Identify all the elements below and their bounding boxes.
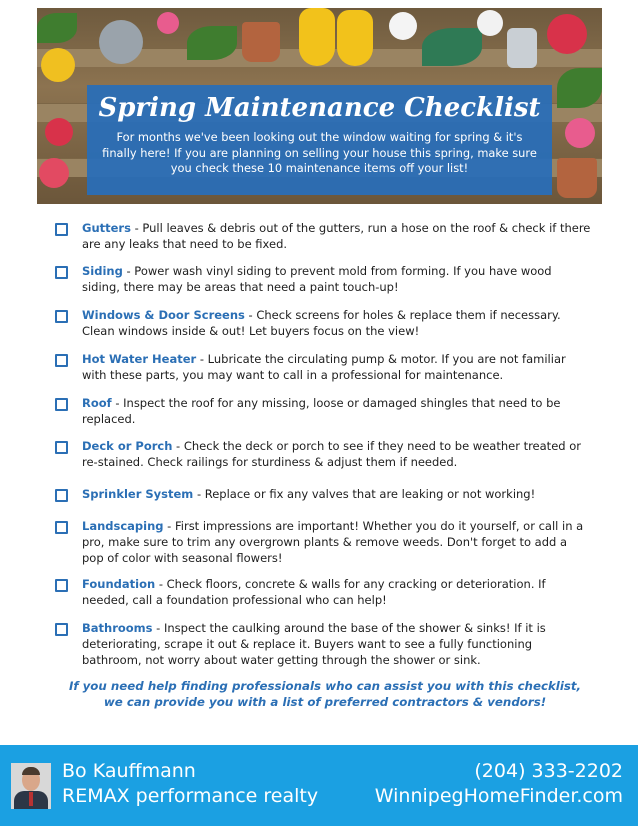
checkbox[interactable] bbox=[55, 623, 68, 636]
checklist-item-text: - Pull leaves & debris out of the gutters, run a hose on the roof & check if there are any leaks that need to be fixed. bbox=[82, 221, 591, 251]
checklist-item-text: - First impressions are important! Whether you do it yourself, or call in a pro, make sure to trim any overgrown plants & remove weeds. Don't forget to add a pop of color with seasonal flowers! bbox=[82, 519, 584, 565]
red-flower-icon bbox=[547, 14, 587, 54]
flyer-sheet bbox=[37, 8, 602, 743]
checklist-item-title: Gutters bbox=[82, 221, 131, 235]
red-flower-icon bbox=[45, 118, 73, 146]
checklist-item-title: Windows & Door Screens bbox=[82, 308, 245, 322]
checklist-item-text: - Inspect the caulking around the base of the shower & sinks! If it is deteriorating, scrape it out & replace it. Buyers want to see a fully functioning bathroom, not worry about water getting through the shower or sink. bbox=[82, 621, 546, 667]
checklist-item-title: Foundation bbox=[82, 577, 156, 591]
intro-text: For months we've been looking out the window waiting for spring & it's finally here! If you are planning on selling your house this spring, make sure you check these 10 maintenance items off your list! bbox=[102, 130, 537, 175]
checklist-item-title: Roof bbox=[82, 396, 112, 410]
checklist-item-text: - Check screens for holes & replace them if necessary. Clean windows inside & out! Let buyers focus on the view! bbox=[82, 308, 561, 338]
white-flower-icon bbox=[477, 10, 503, 36]
garden-header-image bbox=[37, 8, 602, 204]
checkbox[interactable] bbox=[55, 579, 68, 592]
agent-phone[interactable]: (204) 333-2202 bbox=[474, 760, 623, 782]
checklist-item-text: - Power wash vinyl siding to prevent mold from forming. If you have wood siding, there may be areas that need a paint touch-up! bbox=[82, 264, 552, 294]
red-flower-icon bbox=[39, 158, 69, 188]
agent-website-link[interactable]: WinnipegHomeFinder.com bbox=[374, 785, 623, 807]
agent-company: REMAX performance realty bbox=[62, 785, 319, 807]
trowel-icon bbox=[507, 28, 537, 68]
checkbox[interactable] bbox=[55, 223, 68, 236]
flower-pot-icon bbox=[242, 22, 280, 62]
rain-boot-icon bbox=[337, 10, 373, 66]
checklist-item-text: - Check floors, concrete & walls for any cracking or deterioration. If needed, call a foundation professional who can help! bbox=[82, 577, 546, 607]
agent-name: Bo Kauffmann bbox=[62, 760, 196, 782]
checklist-item-title: Hot Water Heater bbox=[82, 352, 197, 366]
closing-line-1: If you need help finding professionals who can assist you with this checklist, bbox=[68, 679, 582, 693]
title-banner bbox=[87, 85, 552, 195]
rain-boot-icon bbox=[299, 8, 335, 66]
yellow-flower-icon bbox=[41, 48, 75, 82]
checklist-item-text: - Check the deck or porch to see if they need to be weather treated or re-stained. Check railings for sturdiness & adjust them if needed. bbox=[82, 439, 581, 469]
checkbox[interactable] bbox=[55, 354, 68, 367]
page-title: Spring Maintenance Checklist bbox=[98, 93, 541, 123]
agent-footer bbox=[0, 745, 638, 826]
leaf-decoration bbox=[37, 13, 77, 43]
closing-line-2: we can provide you with a list of preferred contractors & vendors! bbox=[103, 695, 547, 709]
checklist-item-title: Bathrooms bbox=[82, 621, 153, 635]
checklist-item-title: Siding bbox=[82, 264, 123, 278]
leaf-decoration bbox=[187, 26, 237, 60]
checkbox[interactable] bbox=[55, 310, 68, 323]
checkbox[interactable] bbox=[55, 266, 68, 279]
flower-pot-icon bbox=[557, 158, 597, 198]
checklist-item-text: - Inspect the roof for any missing, loose or damaged shingles that need to be replaced. bbox=[82, 396, 561, 426]
pink-flower-icon bbox=[157, 12, 179, 34]
avatar bbox=[11, 763, 51, 809]
watering-can-icon bbox=[99, 20, 143, 64]
white-flower-icon bbox=[389, 12, 417, 40]
checkbox[interactable] bbox=[55, 489, 68, 502]
pink-flower-icon bbox=[565, 118, 595, 148]
checkbox[interactable] bbox=[55, 441, 68, 454]
checkbox[interactable] bbox=[55, 398, 68, 411]
checklist-item-title: Landscaping bbox=[82, 519, 164, 533]
checklist-item-title: Deck or Porch bbox=[82, 439, 173, 453]
checkbox[interactable] bbox=[55, 521, 68, 534]
leaf-decoration bbox=[422, 28, 482, 66]
checklist-item-text: - Replace or fix any valves that are leaking or not working! bbox=[193, 487, 536, 501]
leaf-decoration bbox=[557, 68, 602, 108]
checklist-item-title: Sprinkler System bbox=[82, 487, 194, 501]
closing-message bbox=[55, 678, 595, 710]
checklist-item-text: - Lubricate the circulating pump & motor. If you are not familiar with these parts, you may want to call in a professional for maintenance. bbox=[82, 352, 566, 382]
